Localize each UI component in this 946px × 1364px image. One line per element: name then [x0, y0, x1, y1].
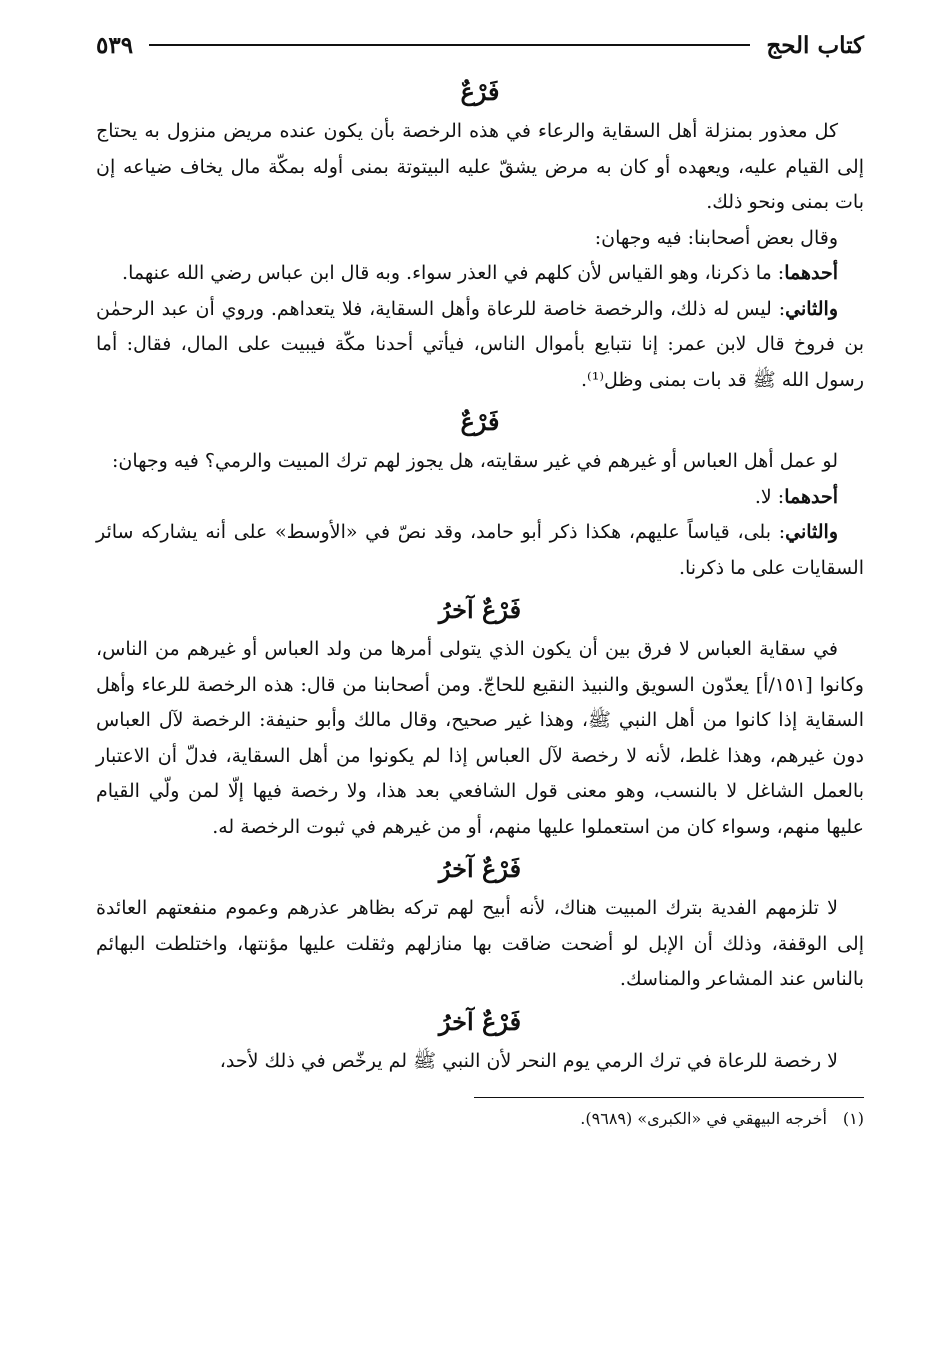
- running-header: [96, 22, 864, 68]
- paragraph-text: : بلى، قياساً عليهم، هكذا ذكر أبو حامد، وقد نصّ في «الأوسط» على أنه يشاركه سائر السقايات على ما ذكرنا.: [96, 521, 864, 579]
- paragraph-text: لا تلزمهم الفدية بترك المبيت هناك، لأنه أبيح لهم تركه بظاهر عذرهم وعموم منفعتهم العائدة إلى الوقفة، وذلك أن الإبل لو أضحت ضاقت بها منازلهم وثقلت عليها مؤنتها، واختلطت البهائم بالناس عند المشاعر والمناسك.: [96, 897, 864, 990]
- page-number: ٥٣٩: [96, 31, 134, 59]
- paragraph-lead: والثاني: [785, 521, 838, 543]
- section-heading: فَرْعٌ آخرُ: [438, 595, 522, 624]
- paragraph-lead: والثاني: [785, 297, 838, 320]
- paragraph: [96, 1044, 864, 1080]
- paragraph: [96, 891, 864, 998]
- section-heading: فَرْعٌ آخرُ: [438, 1006, 522, 1036]
- footnote-number: (١): [842, 1109, 864, 1128]
- paragraph-lead: أحدهما: [784, 262, 838, 284]
- section-heading: فَرْعٌ: [460, 77, 500, 106]
- paragraph-text: : لا.: [754, 485, 785, 508]
- paragraph: [96, 114, 864, 221]
- paragraph-text: لا رخصة للرعاة في ترك الرمي يوم النحر لأن النبي ﷺ لم يرخّص في ذلك لأحد،: [219, 1049, 838, 1072]
- paragraph-lead: أحدهما: [784, 485, 838, 508]
- book-title: كتاب الحج: [766, 31, 864, 59]
- paragraph: [96, 256, 864, 292]
- paragraph-text: كل معذور بمنزلة أهل السقاية والرعاء في هذه الرخصة بأن يكون عنده مريض منزول به يحتاج إلى القيام عليه، ويعهده أو كان به مرض يشقّ عليه البيتوتة بمنى أوله بمكّة مال يخاف ضياعه إن بات بمنى ونحو ذلك.: [96, 120, 864, 213]
- paragraph-text: في سقاية العباس لا فرق بين أن يكون الذي يتولى أمرها من ولد العباس أو غيرهم من الناس، وكانوا [١٥١/أ] يعدّون السويق والنبيذ النقيع للحاجّ. ومن أصحابنا من قال: هذه الرخصة للرعاء وأهل السقاية إذا كانوا من أهل النبي ﷺ، وهذا غير صحيح، وقال مالك وأبو حنيفة: الرخصة لآل العباس دون غيرهم، وهذا غلط، لأنه لا رخصة لآل العباس إذا لم يكونوا من أهل السقاية، فدلّ أن الاعتبار بالعمل الشاغل لا بالنسب، وهو معنى قول الشافعي بعد هذا، ولا رخصة فيها إلّا لمن ولّي القيام عليها منهم، وسواء كان من استعملوا عليها منهم، أو من غيرهم في ثبوت الرخصة له.: [96, 638, 864, 838]
- paragraph-text: : ما ذكرنا، وهو القياس لأن كلهم في العذر سواء. وبه قال ابن عباس رضي الله عنهما.: [122, 262, 785, 284]
- section-heading: فَرْعٌ: [460, 407, 500, 436]
- paragraph-text: : ليس له ذلك، والرخصة خاصة للرعاة وأهل السقاية، فلا يتعداهم. وروي أن عبد الرحمٰن بن فروخ قال لابن عمر: إنا نتبايع بأموال الناس، فيأتي أحدنا مكّة فيبيت على المال، فقال: أما رسول الله ﷺ قد بات بمنى وظل⁽¹⁾.: [96, 297, 864, 391]
- paragraph-text: لو عمل أهل العباس أو غيرهم في غير سقايته، هل يجوز لهم ترك المبيت والرمي؟ فيه وجهان:: [112, 450, 838, 472]
- section-heading: فَرْعٌ آخرُ: [438, 854, 522, 883]
- paragraph-text: وقال بعض أصحابنا: فيه وجهان:: [594, 226, 838, 249]
- paragraph: [96, 292, 864, 399]
- footnote-text: أخرجه البيهقي في «الكبرى» (٩٦٨٩).: [580, 1109, 827, 1128]
- footnote-rule: [474, 1097, 864, 1098]
- footnote: [96, 1104, 864, 1134]
- paragraph: [96, 480, 864, 516]
- paragraph: [96, 515, 864, 586]
- paragraph: [96, 632, 864, 845]
- header-rule: [149, 44, 750, 46]
- paragraph: [96, 221, 864, 257]
- paragraph: [96, 444, 864, 480]
